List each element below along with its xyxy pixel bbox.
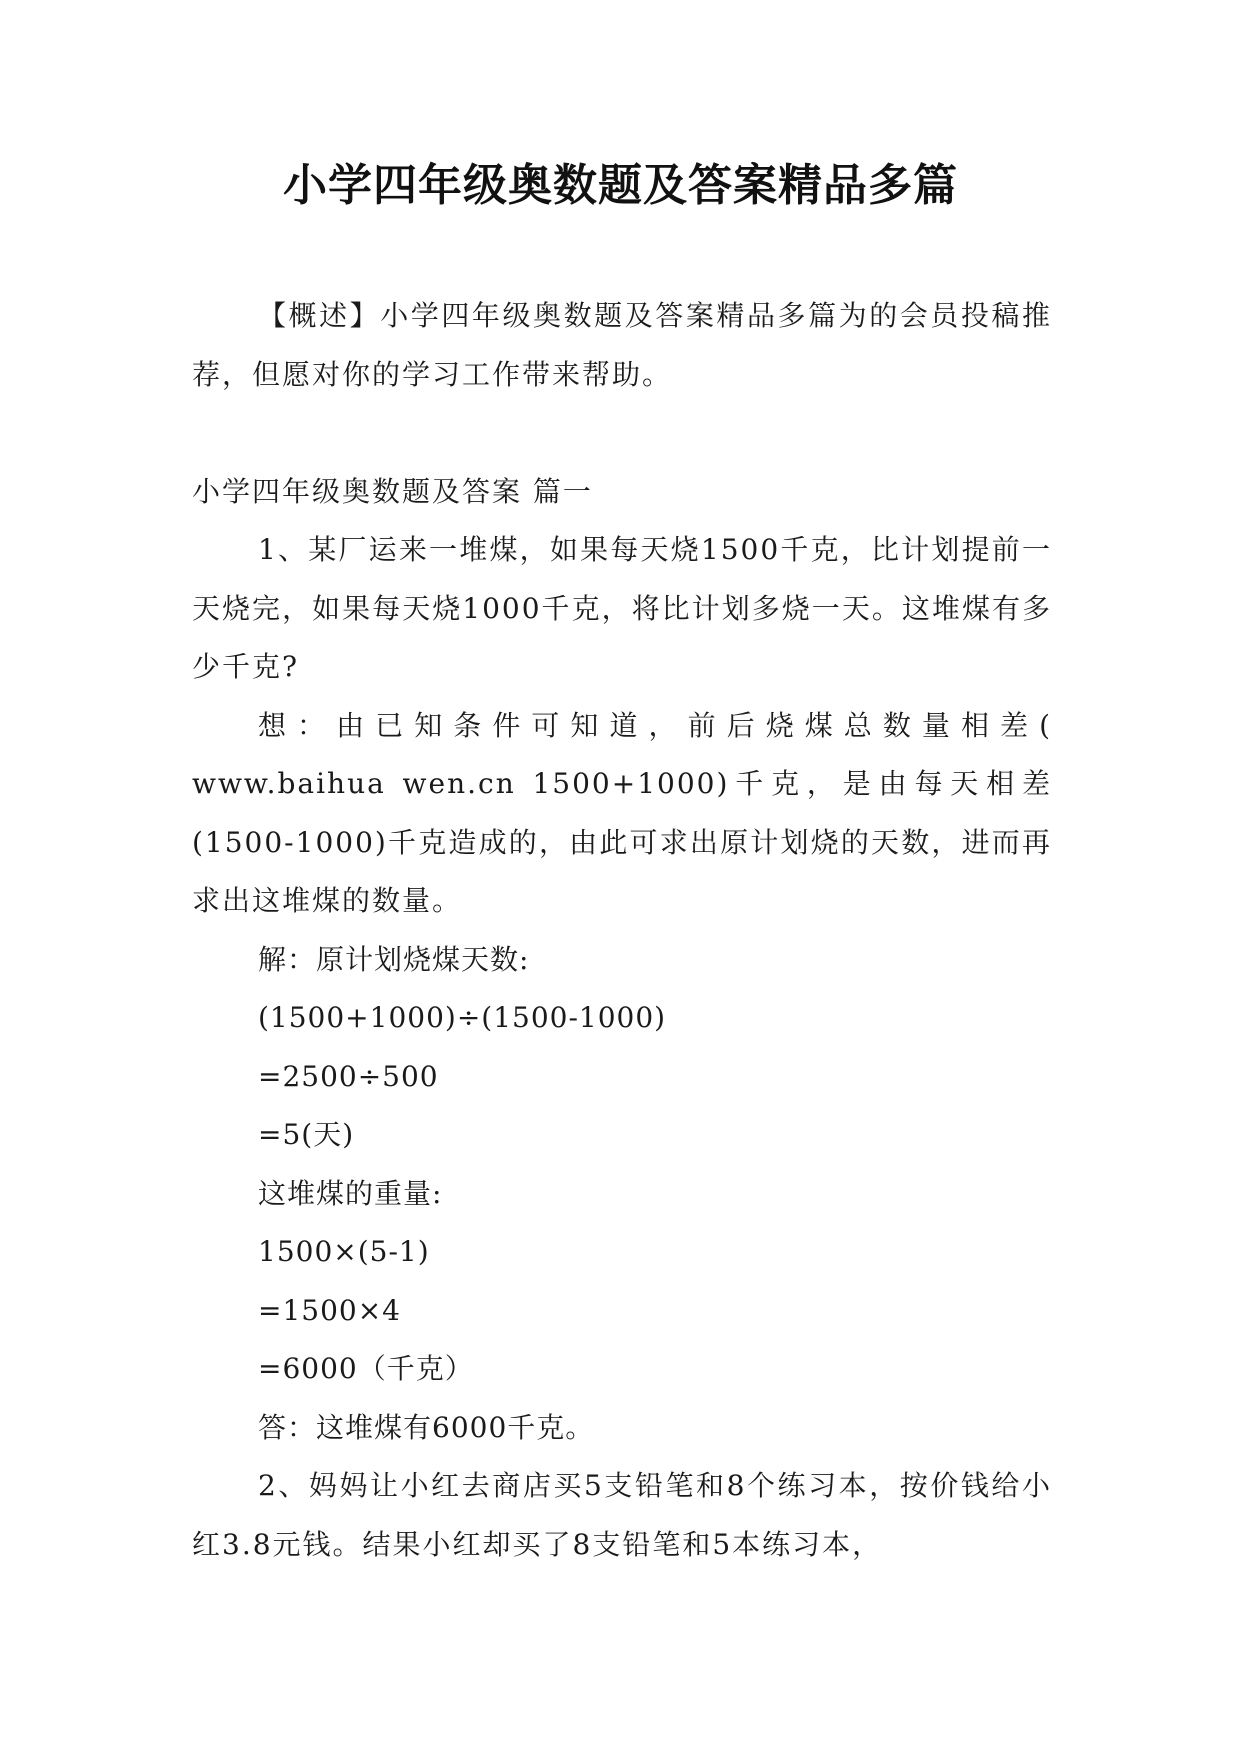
document-title: 小学四年级奥数题及答案精品多篇 xyxy=(283,160,958,211)
problem-1-step-3: =5(天) xyxy=(258,1118,355,1151)
problem-1-solution-label: 解：原计划烧煤天数: xyxy=(258,942,530,976)
problem-1-weight-label: 这堆煤的重量: xyxy=(258,1176,443,1210)
problem-1-step-2: =2500÷500 xyxy=(258,1059,439,1093)
problem-1-answer: 答：这堆煤有6000千克。 xyxy=(258,1410,595,1444)
problem-2-question: 2、妈妈让小红去商店买5支铅笔和8个练习本，按价钱给小红3.8元钱。结果小红却买了8支铅笔和5本练习本， xyxy=(192,1469,1052,1561)
paragraph-gap xyxy=(192,404,1052,463)
problem-1-question: 1、某厂运来一堆煤，如果每天烧1500千克，比计划提前一天烧完，如果每天烧1000千克，将比计划多烧一天。这堆煤有多少千克? xyxy=(192,533,1052,683)
summary-paragraph: 【概述】小学四年级奥数题及答案精品多篇为的会员投稿推荐，但愿对你的学习工作带来帮助。 xyxy=(192,299,1052,391)
section-heading: 小学四年级奥数题及答案 篇一 xyxy=(192,474,593,508)
problem-1-step-5: =1500×4 xyxy=(258,1293,401,1327)
problem-1-thinking: 想：由已知条件可知道，前后烧煤总数量相差( www.baihua wen.cn 1500+1000)千克，是由每天相差(1500-1000)千克造成的，由此可求出原计划烧的天数，进而再求出这堆煤的数量。 xyxy=(192,708,1052,917)
problem-1-step-4: 1500×(5-1) xyxy=(258,1235,430,1268)
problem-1-step-1: (1500+1000)÷(1500-1000) xyxy=(258,1001,667,1034)
document-body xyxy=(192,287,1052,1574)
problem-1-step-6: =6000（千克） xyxy=(258,1352,474,1385)
